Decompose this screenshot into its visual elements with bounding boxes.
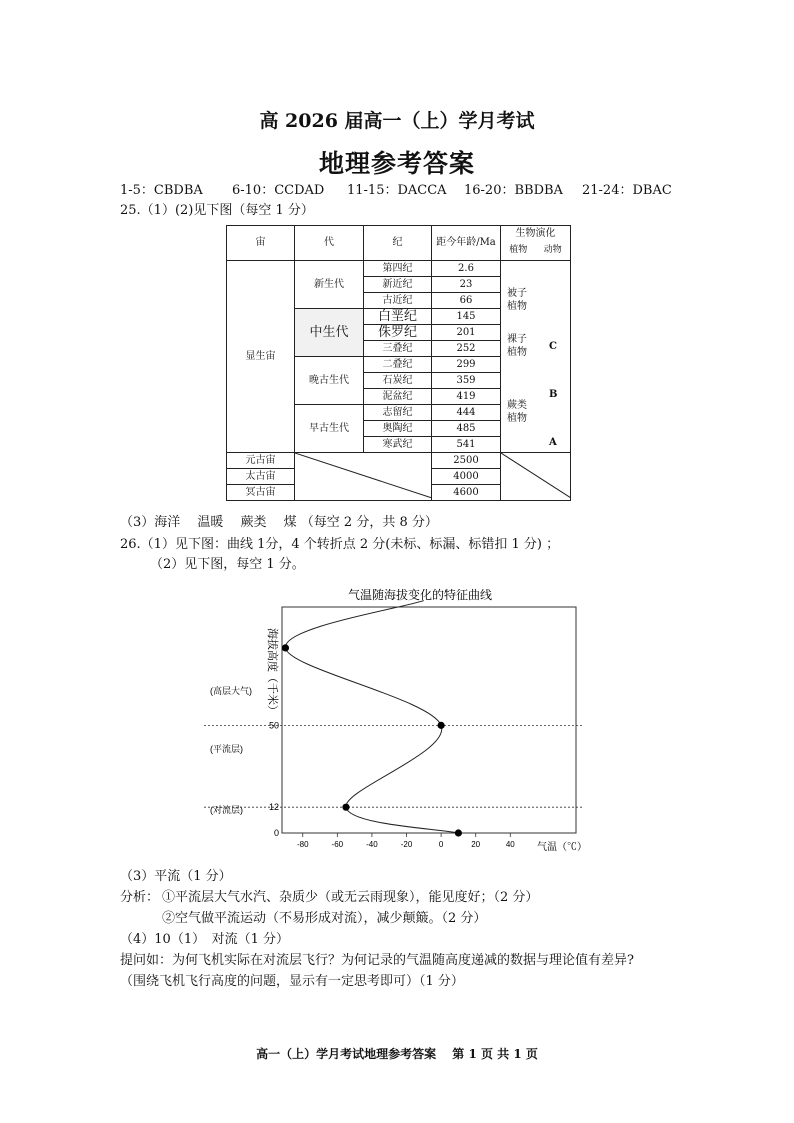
q26-analysis-label: 分析： — [120, 890, 160, 905]
eon-phanerozoic: 显生宙 — [227, 261, 295, 453]
period-age: 252 — [432, 341, 501, 357]
era-cenozoic: 新生代 — [295, 261, 364, 309]
era-mesozoic: 中生代 — [295, 309, 364, 357]
mc-answer-2: 6-10：CCDAD — [232, 183, 325, 198]
period-age: 23 — [432, 277, 501, 293]
precambrian-blank — [295, 453, 432, 501]
geologic-time-table — [226, 225, 571, 501]
x-tick-label: 20 — [471, 840, 481, 849]
layer-label-upper-text: 高层大气 — [213, 686, 250, 696]
mc-answer-3: 11-15：DACCA — [347, 183, 447, 198]
chart-ylabel: 海拔高度（千米） — [266, 628, 278, 716]
answer-title: 地理参考答案 — [318, 149, 475, 178]
header-plants: 植物 — [509, 245, 528, 255]
layer-label-stratosphere: (平流层) — [210, 744, 244, 754]
period-age: 359 — [432, 373, 501, 389]
layer-label-upper: (高层大气) — [210, 686, 253, 696]
chart-frame — [282, 607, 576, 833]
period-age: 145 — [432, 309, 501, 325]
header-age: 距今年龄/Ma — [432, 226, 501, 261]
x-tick-label: -80 — [296, 840, 309, 849]
header-animals: 动物 — [543, 245, 562, 255]
period-name: 石炭纪 — [364, 373, 432, 389]
period-name: 第四纪 — [364, 261, 432, 277]
turning-point — [455, 829, 462, 836]
q26-part1: 26.（1）见下图：曲线 1分，4 个转折点 2 分(未标、标漏、标错扣 1 分) ； — [120, 537, 560, 552]
q26-tip2: （围绕飞机飞行高度的问题，显示有一定思考即可）（1 分） — [120, 974, 464, 989]
layer-label-tropo-text: 对流层 — [213, 805, 241, 815]
plant-gymnosperm: 裸子植物 — [507, 334, 527, 358]
chart-marks — [204, 601, 582, 849]
q26-analysis1: ①平流层大气水汽、杂质少（或无云雨现象），能见度好；（2 分） — [162, 890, 539, 905]
era-late-paleozoic: 晚古生代 — [295, 357, 364, 405]
y-tick-label: 0 — [273, 828, 279, 838]
mc-answer-4: 16-20：BBDBA — [464, 183, 563, 198]
turning-point — [282, 644, 289, 651]
header-eon: 宙 — [227, 226, 295, 261]
period-name: 志留纪 — [364, 405, 432, 421]
plant-angiosperm: 被子植物 — [507, 288, 527, 312]
period-name: 古近纪 — [364, 293, 432, 309]
q26-analysis2: ②空气做平流运动（不易形成对流），减少颠簸。（2 分） — [162, 911, 487, 926]
animal-c: C — [549, 341, 557, 352]
mc-answers — [120, 182, 672, 200]
diagonal-line — [295, 453, 431, 498]
evolution-cell — [501, 261, 571, 453]
q26-part2: （2）见下图，每空 1 分。 — [150, 557, 305, 572]
x-tick-label: 40 — [505, 840, 515, 849]
mc-answer-5: 21-24：DBAC — [582, 183, 672, 198]
animal-b: B — [549, 389, 558, 400]
y-tick-label: 50 — [268, 720, 279, 731]
period-age: 201 — [432, 325, 501, 341]
period-name: 二叠纪 — [364, 357, 432, 373]
period-name: 泥盆纪 — [364, 389, 432, 405]
period-age: 541 — [432, 437, 501, 453]
eon-age: 4000 — [432, 469, 501, 485]
q25-part12: 25.（1）(2)见下图（每空 1 分） — [120, 203, 314, 218]
x-tick-label: 0 — [438, 840, 444, 849]
y-tick-label: 12 — [268, 802, 279, 813]
plant-fern: 蕨类植物 — [507, 400, 527, 424]
chart-xlabel: 气温（℃） — [537, 842, 587, 853]
x-tick-label: -40 — [366, 840, 378, 849]
animal-a: A — [549, 437, 557, 448]
page-footer: 高一（上）学月考试地理参考答案 第 1 页 共 1 页 — [256, 1047, 538, 1061]
period-name: 侏罗纪 — [364, 325, 432, 341]
header-evolution — [501, 226, 571, 261]
period-name: 三叠纪 — [364, 341, 432, 357]
period-age: 66 — [432, 293, 501, 309]
period-age: 444 — [432, 405, 501, 421]
layer-label-troposphere: (对流层) — [210, 805, 244, 815]
period-age: 485 — [432, 421, 501, 437]
precambrian-evolution — [501, 453, 571, 501]
turning-point — [342, 804, 349, 811]
turning-point — [438, 722, 445, 729]
eon-age: 2500 — [432, 453, 501, 469]
period-age: 419 — [432, 389, 501, 405]
period-age: 2.6 — [432, 261, 501, 277]
eon-age: 4600 — [432, 485, 501, 501]
era-early-paleozoic: 早古生代 — [295, 405, 364, 453]
q26-part4: （4）10（1） 对流（1 分） — [120, 932, 289, 947]
layer-label-strato-text: 平流层 — [213, 744, 241, 754]
header-evolution-label: 生物演化 — [515, 228, 556, 239]
period-name: 奥陶纪 — [364, 421, 432, 437]
eon-archean: 太古宙 — [227, 469, 295, 485]
temperature-curve — [285, 601, 458, 833]
period-name: 新近纪 — [364, 277, 432, 293]
period-name: 白垩纪 — [364, 309, 432, 325]
temperature-altitude-chart — [190, 580, 610, 860]
eon-hadean: 冥古宙 — [227, 485, 295, 501]
x-tick-label: -20 — [400, 840, 413, 849]
q26-part3: （3）平流（1 分） — [120, 869, 232, 884]
chart-title: 气温随海拔变化的特征曲线 — [347, 588, 493, 602]
header-era: 代 — [295, 226, 364, 261]
mc-answer-1: 1-5：CBDBA — [120, 183, 203, 198]
period-age: 299 — [432, 357, 501, 373]
diagonal-line — [501, 453, 571, 498]
q26-tip1: 提问如：为何飞机实际在对流层飞行？为何记录的气温随高度递减的数据与理论值有差异? — [120, 953, 634, 968]
header-period: 纪 — [364, 226, 432, 261]
x-tick-label: -60 — [331, 840, 344, 849]
period-name: 寒武纪 — [364, 437, 432, 453]
eon-proterozoic: 元古宙 — [227, 453, 295, 469]
exam-title: 高 2026 届高一（上）学月考试 — [259, 110, 535, 132]
q25-part3: （3）海洋 温暖 蕨类 煤 （每空 2 分，共 8 分） — [120, 515, 438, 530]
